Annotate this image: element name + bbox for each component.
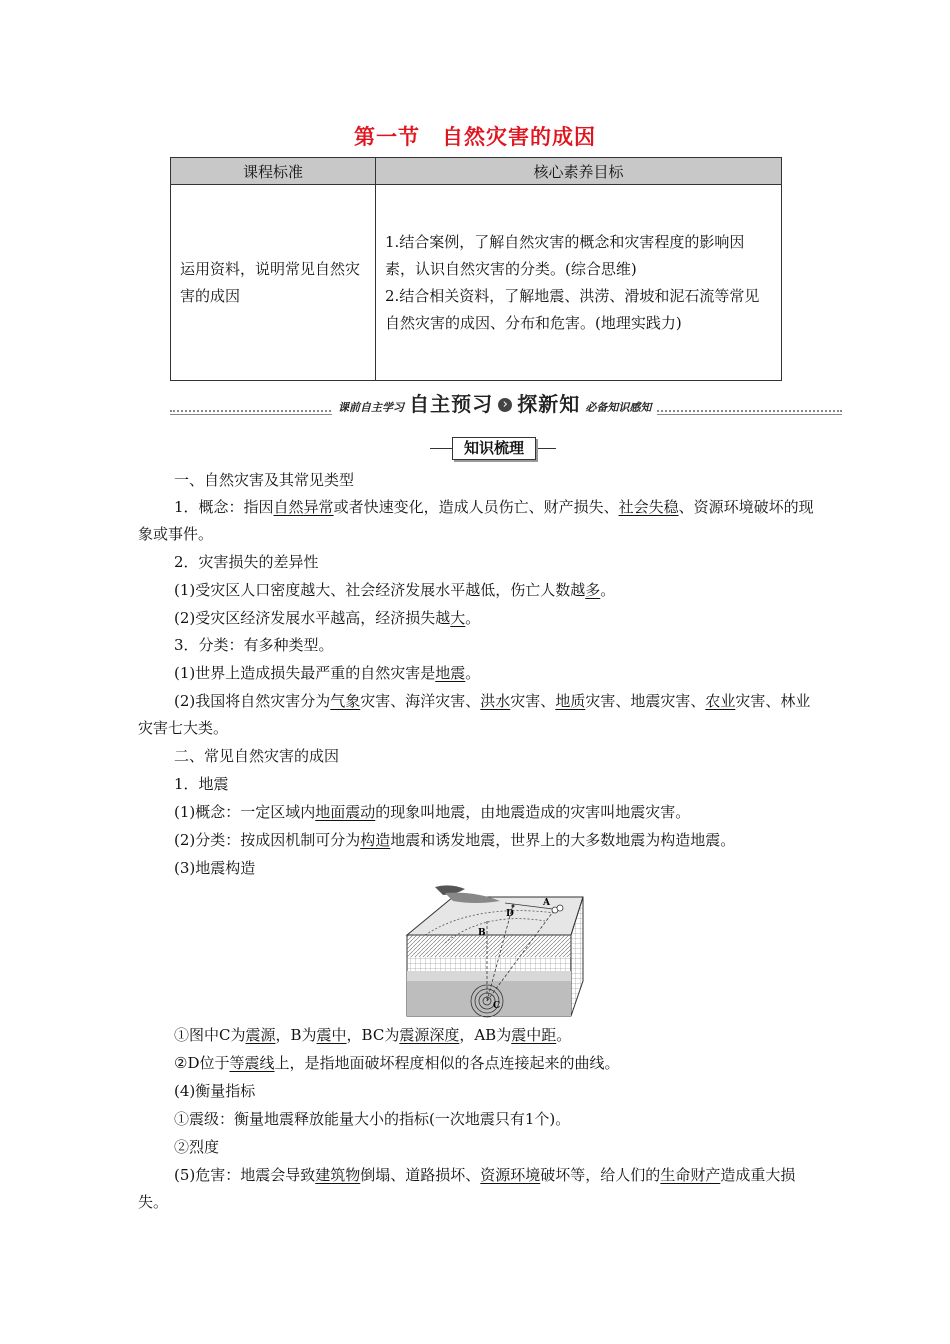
para-cls2: (2)我国将自然灾害分为气象灾害、海洋灾害、洪水灾害、地质灾害、地震灾害、农业灾害、林业灾害七大类。 (138, 692, 811, 737)
curriculum-table (170, 157, 782, 381)
para-q1: ①图中C为震源，B为震中，BC为震源深度，AB为震中距。 (174, 1026, 572, 1044)
para-diff: 2．灾害损失的差异性 (174, 553, 319, 571)
label-b: B (478, 928, 486, 938)
para-diff2: (2)受灾区经济发展水平越高，经济损失越大。 (174, 609, 481, 627)
goal-item: 2.结合相关资料，了解地震、洪涝、滑坡和泥石流等常见自然灾害的成因、分布和危害。(地理实践力) (385, 286, 760, 332)
goal-item: 1.结合案例，了解自然灾害的概念和灾害程度的影响因素，认识自然灾害的分类。(综合思维) (385, 232, 745, 278)
page-title: 第一节 自然灾害的成因 (354, 125, 596, 149)
arrow-icon: › (498, 398, 512, 412)
para-eq1: (1)概念：一定区域内地面震动的现象叫地震，由地震造成的灾害叫地震灾害。 (174, 803, 691, 821)
banner-main-text: 自主预习 (409, 392, 494, 416)
para-m1: ①震级：衡量地震释放能量大小的指标(一次地震只有1个)。 (174, 1110, 571, 1128)
label-d: D (506, 909, 514, 919)
table-cell-standard: 运用资料，说明常见自然灾害的成因 (171, 185, 376, 381)
para-concept: 1．概念：指因自然异常或者快速变化，造成人员伤亡、财产损失、社会失稳、资源环境破坏的现象或事件。 (138, 498, 814, 543)
table-header-goals: 核心素养目标 (376, 158, 782, 185)
table-cell-goals (376, 185, 782, 381)
para-eq: 1．地震 (174, 775, 229, 793)
para-eq2: (2)分类：按成因机制可分为构造地震和诱发地震，世界上的大多数地震为构造地震。 (174, 831, 736, 849)
para-cls: 3．分类：有多种类型。 (174, 636, 334, 654)
heading-sec2: 二、常见自然灾害的成因 (174, 747, 340, 765)
para-diff1: (1)受灾区人口密度越大、社会经济发展水平越低，伤亡人数越多。 (174, 581, 616, 599)
para-eq3: (3)地震构造 (174, 859, 256, 877)
banner-right-text: 必备知识感知 (585, 401, 652, 414)
table-header-standard: 课程标准 (171, 158, 376, 185)
section-banner (170, 388, 842, 420)
para-q2: ②D位于等震线上，是指地面破坏程度相似的各点连接起来的曲线。 (174, 1054, 620, 1072)
para-cls1: (1)世界上造成损失最严重的自然灾害是地震。 (174, 664, 481, 682)
para-m2: ②烈度 (174, 1138, 220, 1156)
tag-label: 知识梳理 (452, 437, 536, 460)
banner-left-text: 课前自主学习 (338, 401, 404, 414)
section-tag (430, 437, 556, 459)
label-a: A (543, 898, 550, 908)
earthquake-structure-diagram (405, 883, 585, 1018)
para-eq5: (5)危害：地震会导致建筑物倒塌、道路损坏、资源环境破坏等，给人们的生命财产造成重大损失。 (138, 1166, 796, 1211)
para-eq4: (4)衡量指标 (174, 1082, 256, 1100)
label-c: C (493, 1001, 501, 1011)
heading-sec1: 一、自然灾害及其常见类型 (174, 471, 355, 489)
banner-main-text-2: 探新知 (517, 392, 581, 416)
